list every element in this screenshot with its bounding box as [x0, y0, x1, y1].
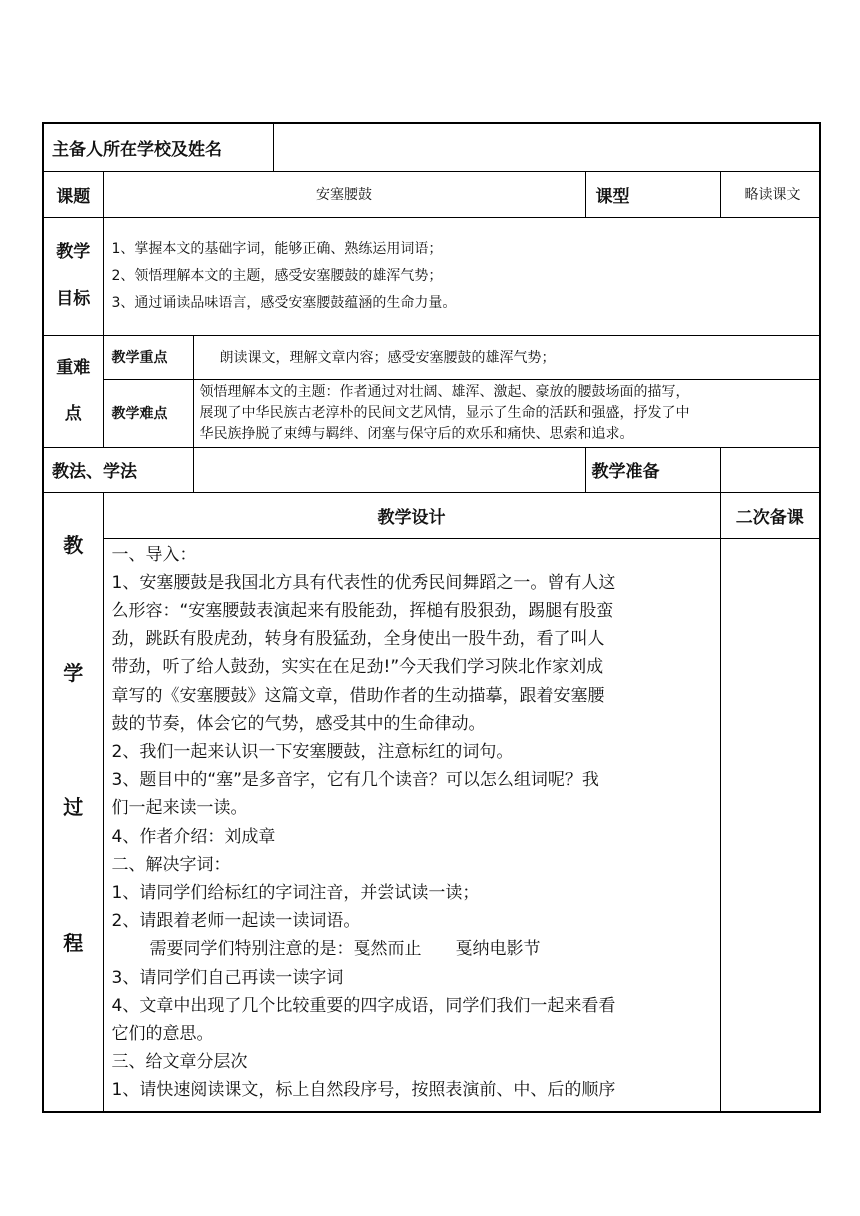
process-line: 么形容：“安塞腰鼓表演起来有股能劲，挥槌有股狠劲，踢腿有股蛮 [111, 600, 614, 621]
hard-label-cell [103, 379, 193, 447]
note-word: 戛纳电影节 [455, 939, 541, 960]
goals-label-cell [43, 217, 103, 335]
process-line: 们一起来读一读。 [111, 798, 248, 819]
difficulty-label-top: 重难 [56, 358, 91, 378]
process-char: 程 [63, 930, 84, 955]
process-line: 劲，跳跃有股虎劲，转身有股猛劲，全身使出一股牛劲，看了叫人 [111, 629, 605, 650]
second-header-cell [720, 492, 820, 538]
row-process-body [43, 538, 820, 1112]
goals-content [103, 217, 820, 335]
goal-item: 2、领悟理解本文的主题，感受安塞腰鼓的雄浑气势； [111, 267, 443, 284]
process-note-line [112, 935, 716, 963]
difficulty-label-cell [43, 335, 103, 447]
row-design-header [43, 492, 820, 538]
second-header: 二次备课 [735, 507, 804, 528]
process-line: 3、请同学们自己再读一读字词 [111, 967, 344, 988]
process-line: 3、题目中的“塞”是多音字，它有几个读音？可以怎么组词呢？我 [111, 770, 599, 791]
preparer-label: 主备人所在学校及姓名 [52, 139, 222, 160]
process-char: 教 [63, 532, 84, 557]
row-key-point [43, 335, 820, 379]
process-line: 4、文章中出现了几个比较重要的四字成语，同学们我们一起来看看 [111, 995, 616, 1016]
type-value: 略读课文 [720, 171, 820, 217]
topic-label: 课题 [56, 186, 91, 207]
difficulty-label-bottom: 点 [64, 404, 82, 424]
design-header: 教学设计 [377, 507, 446, 528]
hard-point-line: 领悟理解本文的主题：作者通过对壮阔、雄浑、激起、豪放的腰鼓场面的描写， [199, 383, 690, 400]
lesson-plan-page [42, 122, 819, 1113]
process-label-cell [43, 492, 103, 1112]
prep-label-cell [585, 447, 720, 492]
process-content [103, 538, 720, 1112]
type-label-cell [585, 171, 720, 217]
design-header-cell [103, 492, 720, 538]
goal-item: 3、通过诵读品味语言，感受安塞腰鼓蕴涵的生命力量。 [111, 294, 457, 311]
process-line: 它们的意思。 [111, 1023, 214, 1044]
preparer-label-cell [43, 123, 273, 171]
methods-label-cell [43, 447, 193, 492]
row-topic [43, 171, 820, 217]
key-label-cell [103, 335, 193, 379]
hard-point-label: 教学难点 [111, 406, 168, 422]
lesson-plan-table [42, 122, 821, 1113]
process-line: 2、我们一起来认识一下安塞腰鼓，注意标红的词句。 [111, 741, 514, 762]
process-line: 二、解决字词： [111, 854, 231, 875]
methods-label: 教法、学法 [52, 462, 137, 482]
process-line: 章写的《安塞腰鼓》这篇文章，借助作者的生动描摹，跟着安塞腰 [111, 685, 605, 706]
hard-point-line: 展现了中华民族古老淳朴的民间文艺风情，显示了生命的活跃和强盛，抒发了中 [199, 404, 690, 421]
process-line: 三、给文章分层次 [111, 1052, 248, 1073]
row-preparer [43, 123, 820, 171]
note-word: 戛然而止 [353, 939, 422, 960]
prep-label: 教学准备 [591, 462, 660, 482]
process-line: 1、安塞腰鼓是我国北方具有代表性的优秀民间舞蹈之一。曾有人这 [111, 572, 616, 593]
process-line: 鼓的节奏，体会它的气势，感受其中的生命律动。 [111, 713, 486, 734]
prep-value[interactable] [720, 447, 820, 492]
row-methods [43, 447, 820, 492]
second-prep-cell[interactable] [720, 538, 820, 1112]
key-point-label: 教学重点 [111, 350, 168, 366]
process-line: 1、请同学们给标红的字词注音，并尝试读一读； [111, 882, 480, 903]
hard-point-content [193, 379, 820, 447]
goals-label-bottom: 目标 [56, 289, 91, 309]
row-hard-point [43, 379, 820, 447]
note-prefix: 需要同学们特别注意的是： [149, 939, 354, 960]
methods-value[interactable] [193, 447, 585, 492]
process-line: 1、请快速阅读课文，标上自然段序号，按照表演前、中、后的顺序 [111, 1080, 616, 1101]
goal-item: 1、掌握本文的基础字词，能够正确、熟练运用词语； [111, 240, 443, 257]
process-line: 2、请跟着老师一起读一读词语。 [111, 911, 361, 932]
topic-value: 安塞腰鼓 [103, 171, 585, 217]
preparer-value[interactable] [273, 123, 820, 171]
key-point-text: 朗读课文，理解文章内容；感受安塞腰鼓的雄浑气势； [193, 335, 820, 379]
process-line: 带劲，听了给人鼓劲，实实在在足劲!”今天我们学习陕北作家刘成 [111, 657, 604, 678]
topic-label-cell [43, 171, 103, 217]
process-char: 过 [63, 794, 84, 819]
goals-label-top: 教学 [56, 242, 91, 262]
process-line: 4、作者介绍：刘成章 [111, 826, 276, 847]
process-line: 一、导入： [111, 544, 197, 565]
row-goals [43, 217, 820, 335]
type-label: 课型 [595, 186, 630, 207]
hard-point-line: 华民族挣脱了束缚与羁绊、闭塞与保守后的欢乐和痛快、思索和追求。 [199, 425, 634, 442]
process-char: 学 [63, 660, 84, 685]
